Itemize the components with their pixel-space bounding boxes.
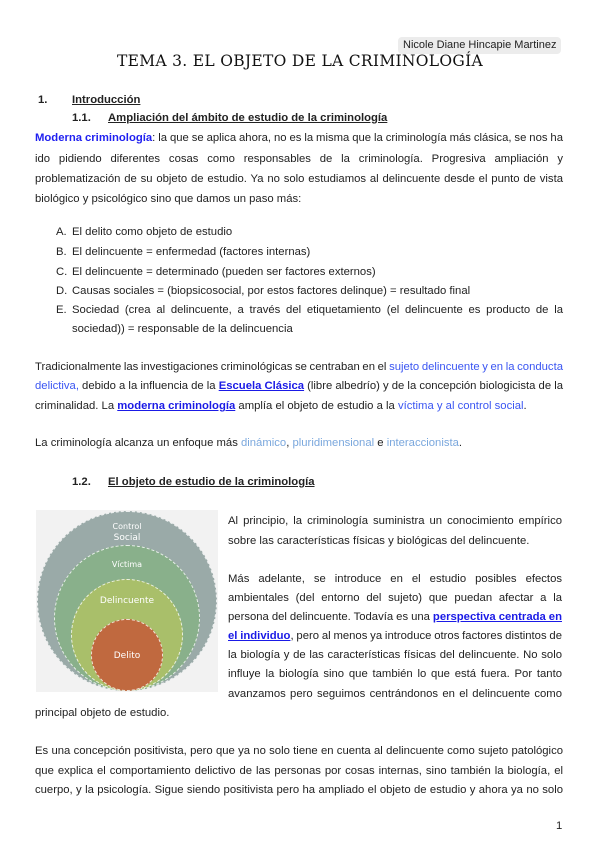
paragraph-line: Es una concepción positivista, pero que ya no solo tiene en cuenta al delincuente como sujeto patológico <box>35 745 563 757</box>
text: criminalidad. La <box>35 400 118 412</box>
text: La criminología alcanza un enfoque más <box>35 437 241 449</box>
escuela-clasica-link[interactable]: Escuela Clásica <box>218 380 305 392</box>
page-title: TEMA 3. EL OBJETO DE LA CRIMINOLOGÍA <box>117 52 483 70</box>
label-social: Social <box>113 533 141 543</box>
label-control: Control <box>112 522 142 531</box>
concentric-circles-diagram <box>36 510 218 692</box>
paragraph-line: la biología y de las características físicas del delincuente. No solo <box>228 649 562 661</box>
label-victima: Víctima <box>111 560 143 569</box>
paragraph-line: Más adelante, se introduce en el estudio posibles efectos <box>228 573 562 585</box>
list-letter: B. <box>56 246 67 258</box>
paragraph-line: ambientales (del entorno del sujeto) que puedan afectar a la <box>228 592 562 604</box>
text: , <box>286 437 293 449</box>
circle-delito <box>91 619 163 691</box>
text: , pero al menos ya introduce otros factores distintos de <box>290 630 562 642</box>
list-letter: C. <box>56 266 68 278</box>
text: debido a la influencia de la <box>78 380 219 392</box>
paragraph-line: cuerpo, y la psicología. Sigue siendo positivista pero ha ampliado el objeto de estudio y ahora ya no solo <box>35 784 563 796</box>
section-1-2-title: El objeto de estudio de la criminología <box>108 476 315 488</box>
highlight-text: delictiva, <box>35 380 79 392</box>
paragraph-line: avanzamos pero seguimos centrándonos en el delincuente como <box>228 688 562 700</box>
paragraph-line <box>228 629 562 643</box>
perspectiva-link[interactable]: perspectiva centrada en <box>432 611 562 623</box>
label-delito: Delito <box>113 651 141 661</box>
paragraph-line <box>35 131 563 145</box>
list-item: Sociedad (crea al delincuente, a través del etiquetamiento (el delincuente es producto de la <box>72 304 563 316</box>
paragraph-line: principal objeto de estudio. <box>35 707 170 719</box>
term-moderna-criminologia: Moderna criminología <box>35 132 153 144</box>
section-1-1-number: 1.1. <box>72 112 91 124</box>
text: e <box>374 437 387 449</box>
paragraph-line: sobre las características físicas y biológicas del delincuente. <box>228 535 530 547</box>
paragraph-line: influye la biología sino que también lo que está fuera. Por tanto <box>228 668 562 680</box>
list-item-continuation: sociedad)) = responsable de la delincuencia <box>72 323 293 335</box>
label-delincuente: Delincuente <box>99 596 155 606</box>
list-letter: E. <box>56 304 67 316</box>
list-letter: D. <box>56 285 68 297</box>
highlight-text: pluridimensional <box>292 437 375 449</box>
section-1-2-number: 1.2. <box>72 476 91 488</box>
text: (libre albedrío) y de la concepción biologicista de la <box>304 380 563 392</box>
paragraph-line <box>35 399 527 413</box>
highlight-text: dinámico <box>240 437 287 449</box>
section-1-number: 1. <box>38 94 48 106</box>
text: amplía el objeto de estudio a la <box>235 400 398 412</box>
list-item: El delincuente = determinado (pueden ser factores externos) <box>72 266 376 278</box>
list-item: Causas sociales = (biopsicosocial, por estos factores delinque) = resultado final <box>72 285 471 297</box>
highlight-text: sujeto delincuente y en la conducta <box>389 361 563 373</box>
paragraph-line: ido pidiendo diferentes cosas como responsables de la criminología. Progresiva ampliación y <box>35 153 563 165</box>
highlight-text: víctima y al control social <box>397 400 524 412</box>
paragraph-line: biológico y psicológico sino que damos un paso más: <box>35 193 302 205</box>
paragraph-line <box>35 379 563 393</box>
paragraph-line: Al principio, la criminología suministra un conocimiento empírico <box>228 515 562 527</box>
paragraph-line <box>35 436 462 450</box>
text: persona del delincuente. Todavía es una <box>228 611 433 623</box>
text: . <box>458 437 463 449</box>
list-item: El delito como objeto de estudio <box>72 226 233 238</box>
list-letter: A. <box>56 226 67 238</box>
paragraph-line: problematización de su objeto de estudio. Ya no solo estudiamos al delincuente desde el punto de vista <box>35 173 563 185</box>
list-item: El delincuente = enfermedad (factores internas) <box>72 246 311 258</box>
author-label: Nicole Diane Hincapie Martinez <box>398 37 561 54</box>
moderna-criminologia-link[interactable]: moderna criminología <box>117 400 236 412</box>
section-1-title: Introducción <box>72 94 141 106</box>
section-1-1-title: Ampliación del ámbito de estudio de la criminología <box>108 112 388 124</box>
paragraph-line <box>35 360 563 374</box>
page-number: 1 <box>556 820 563 832</box>
paragraph-line: que explica el comportamiento delictivo de las personas por cosas internas, sino también la biología, el <box>35 765 563 777</box>
highlight-text: interaccionista <box>386 437 459 449</box>
text: Tradicionalmente las investigaciones criminológicas se centraban en el <box>35 361 390 373</box>
individuo-link[interactable]: el individuo <box>228 630 291 642</box>
paragraph-line <box>228 610 562 624</box>
text: . <box>523 400 527 412</box>
text: : la que se aplica ahora, no es la misma que la criminología más clásica, se nos ha <box>152 132 563 144</box>
